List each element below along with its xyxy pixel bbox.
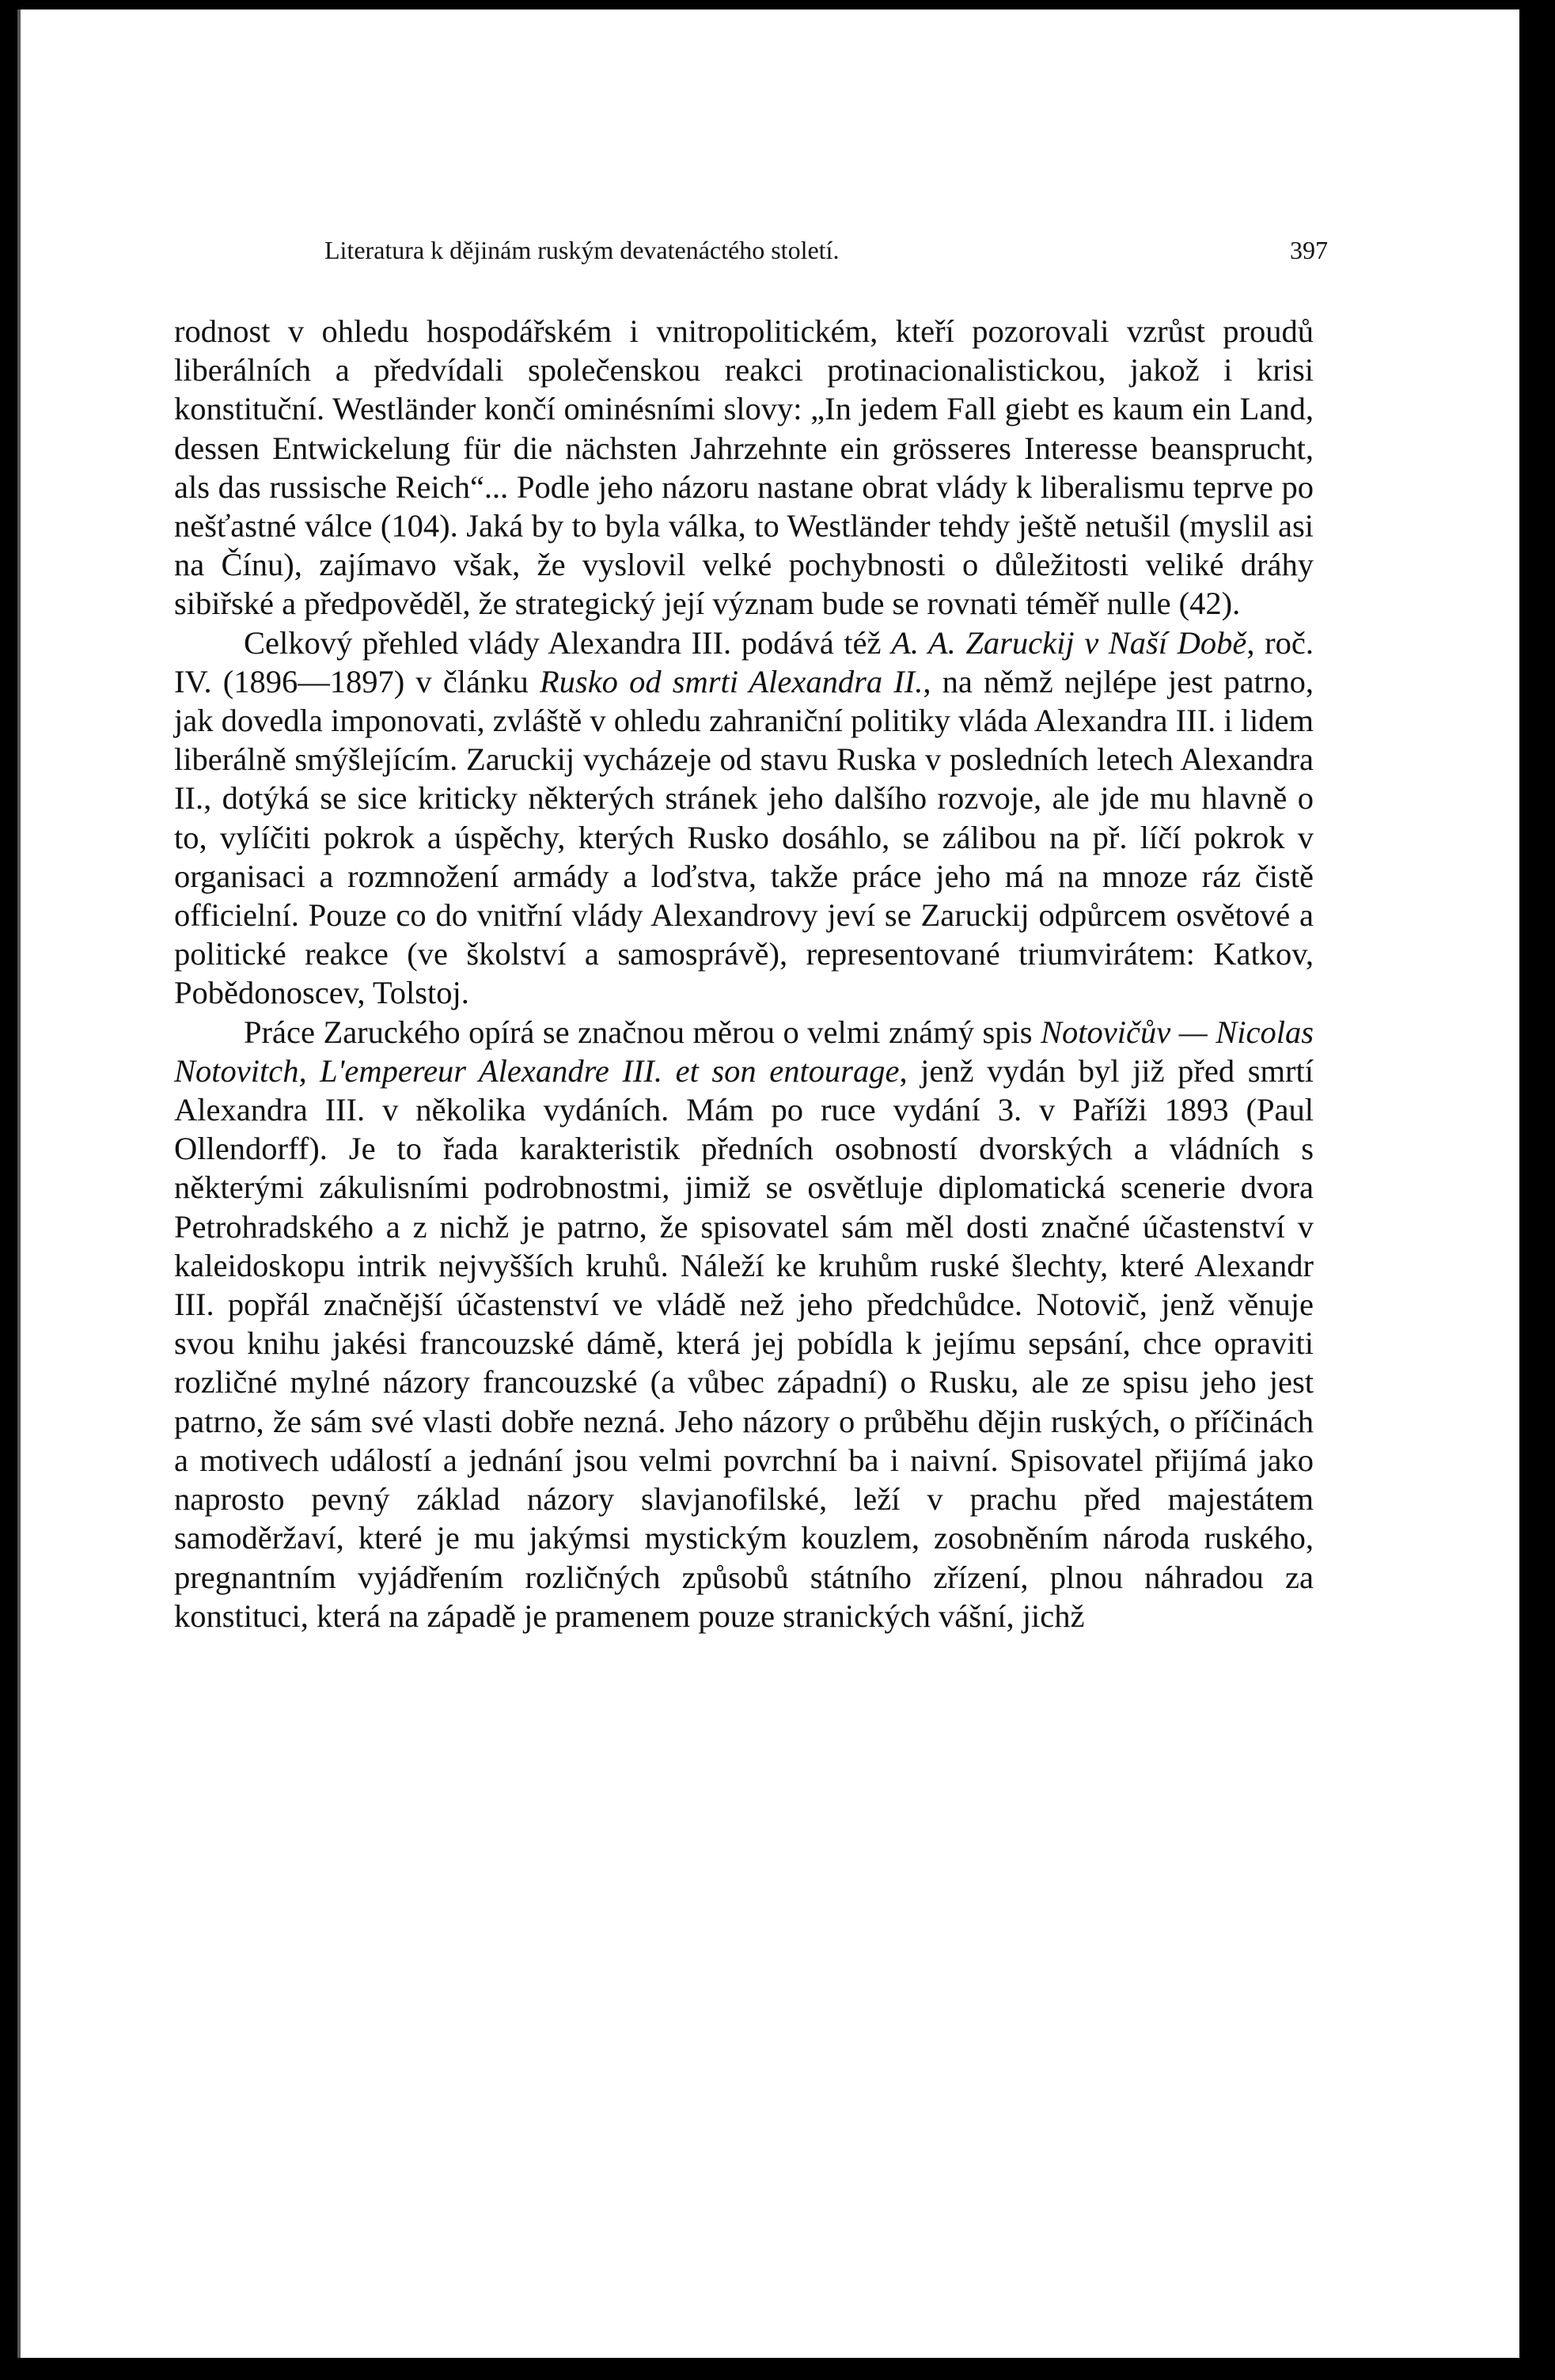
italic-run: Notovičův — Nicolas Notovitch, L'empereur Alexandre III. et son entourage: [174, 1014, 1314, 1089]
italic-run: A. A. Zaruckij v Naší Době: [891, 624, 1247, 661]
paragraph: [174, 623, 1314, 1013]
running-header: [261, 236, 1328, 275]
text-run: , roč. IV. (1896—1897) v článku: [174, 624, 1314, 699]
page-edge-rule: [17, 9, 21, 2358]
book-page: [17, 9, 1519, 2358]
paragraph: [174, 1013, 1314, 1635]
text-run: rodnost v ohledu hospodářském i vnitropolitickém, kteří pozorovali vzrůst proudů liberálních a předvídali společenskou reakci protinacionalistickou, jakož i krisi konstituční. Westländer končí ominésními slovy: „In jedem Fall giebt es kaum ein Land, dessen Entwickelung für die nächsten Jahrzehnte ein grösseres Interesse beansprucht, als das russische Reich“... Podle jeho názoru nastane obrat vlády k liberalismu teprve po nešťastné válce (104). Jaká by to byla válka, to Westländer tehdy ještě netušil (myslil asi na Čínu), zajímavo však, že vyslovil velké pochybnosti o důležitosti veliké dráhy sibiřské a předpověděl, že strategický její význam bude se rovnati téměř nulle (42).: [174, 313, 1314, 622]
running-title: Literatura k dějinám ruským devatenáctého století.: [324, 236, 840, 264]
text-run: Práce Zaruckého opírá se značnou měrou o velmi známý spis: [244, 1014, 1041, 1050]
page-number: 397: [1290, 236, 1328, 264]
text-run: , jenž vydán byl již před smrtí Alexandra III. v několika vydáních. Mám po ruce vydání 3. v Paříži 1893 (Paul Ollendorff). Je to řada karakteristik předních osobností dvorských a vládních s některými zákulisními podrobnostmi, jimiž se osvětluje diplomatická scenerie dvora Petrohradského a z nichž je patrno, že spisovatel sám měl dosti značné účastenství v kaleidoskopu intrik nejvyšších kruhů. Náleží ke kruhům ruské šlechty, které Alexandr III. popřál značnější účastenství ve vládě než jeho předchůdce. Notovič, jenž věnuje svou knihu jakési francouzské dámě, která jej pobídla k jejímu sepsání, chce opraviti rozličné mylné názory francouzské (a vůbec západní) o Rusku, ale ze spisu jeho jest patrno, že sám své vlasti dobře nezná. Jeho názory o průběhu dějin ruských, o příčinách a motivech událostí a jednání jsou velmi povrchní ba i naivní. Spisovatel přijímá jako naprosto pevný základ názory slavjanofilské, leží v prachu před majestátem samoděržaví, které je mu jakýmsi mystickým kouzlem, zosobněním národa ruského, pregnantním vyjádřením rozličných způsobů státního zřízení, plnou náhradou za konstituci, která na západě je pramenem pouze stranických vášní, jichž: [174, 1052, 1314, 1634]
paragraph: [174, 312, 1314, 623]
italic-run: Rusko od smrti Alexandra II.: [539, 663, 924, 699]
text-run: Celkový přehled vlády Alexandra III. podává též: [244, 624, 892, 661]
text-run: , na němž nejlépe jest patrno, jak dovedla imponovati, zvláště v ohledu zahraniční politiky vláda Alexandra III. i lidem liberálně smýšlejícím. Zaruckij vycházeje od stavu Ruska v posledních letech Alexandra II., dotýká se sice kriticky některých stránek jeho dalšího rozvoje, ale jde mu hlavně o to, vylíčiti pokrok a úspěchy, kterých Rusko dosáhlo, se zálibou na př. líčí pokrok v organisaci a rozmnožení armády a loďstva, takže práce jeho má na mnoze ráz čistě officielní. Pouze co do vnitřní vlády Alexandrovy jeví se Zaruckij odpůrcem osvětové a politické reakce (ve školství a samosprávě), representované triumvirátem: Katkov, Pobědonoscev, Tolstoj.: [174, 663, 1314, 1011]
body-text: [174, 312, 1314, 1635]
